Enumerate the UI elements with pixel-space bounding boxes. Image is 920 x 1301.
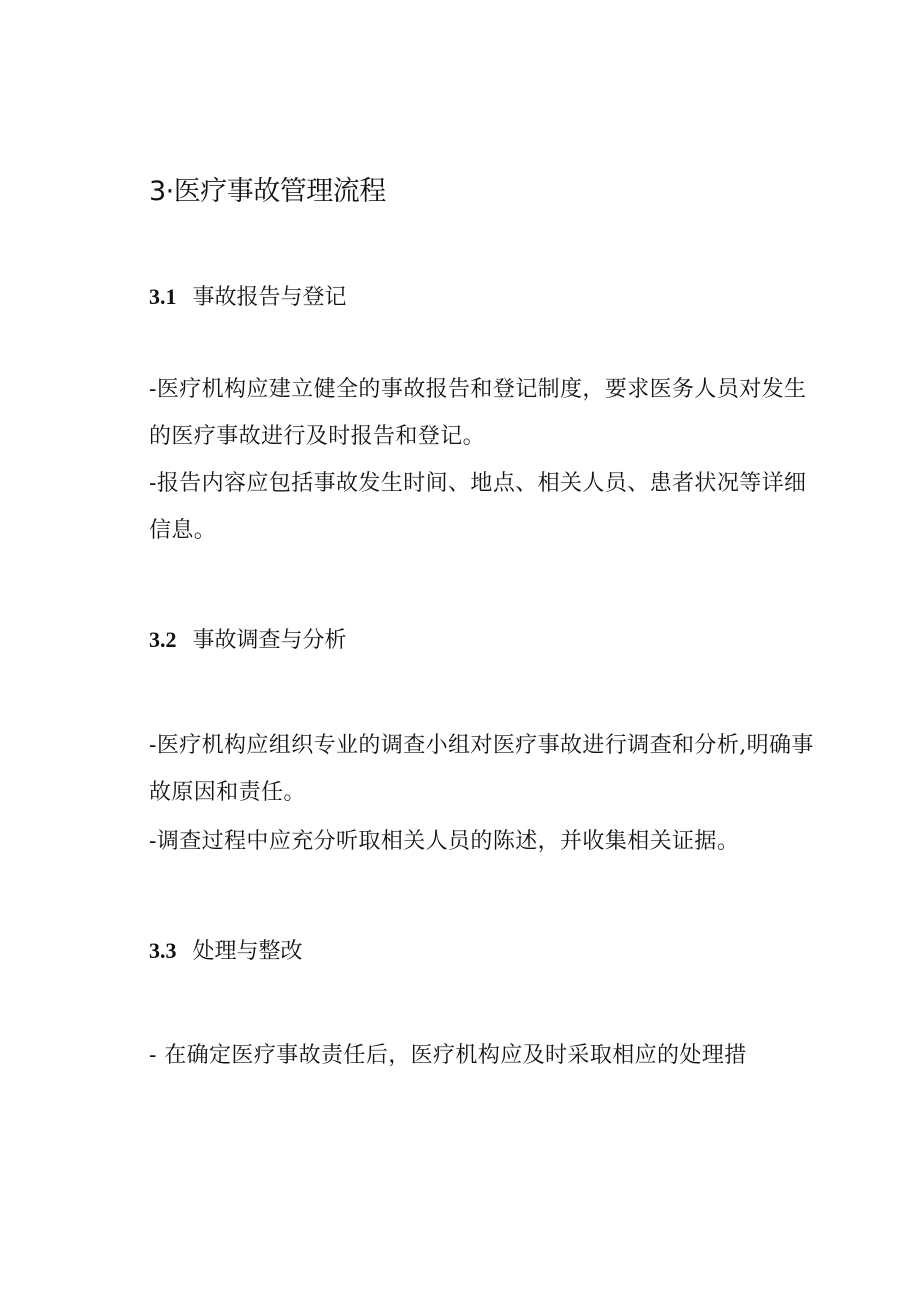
paragraph: -医疗机构应组织专业的调查小组对医疗事故进行调查和分析,明确事故原因和责任。 (149, 733, 814, 805)
section-heading-3-2 (149, 625, 347, 656)
page-title: 3·医疗事故管理流程 (149, 176, 386, 207)
section-heading-3-1 (149, 282, 347, 313)
paragraph: -医疗机构应建立健全的事故报告和登记制度，要求医务人员对发生的医疗事故进行及时报告和登记。 (149, 377, 807, 449)
section-number: 3.3 (149, 938, 177, 963)
paragraph: - 在确定医疗事故责任后，医疗机构应及时采取相应的处理措 (149, 1043, 747, 1068)
paragraph: -调查过程中应充分听取相关人员的陈述，并收集相关证据。 (149, 829, 740, 854)
section-number: 3.2 (149, 627, 177, 652)
section-title: 处理与整改 (192, 939, 303, 964)
section-title: 事故报告与登记 (192, 285, 347, 310)
section-heading-3-3 (149, 936, 303, 967)
section-number: 3.1 (149, 284, 177, 309)
section-title: 事故调查与分析 (192, 628, 347, 653)
paragraph: -报告内容应包括事故发生时间、地点、相关人员、患者状况等详细信息。 (149, 471, 807, 543)
